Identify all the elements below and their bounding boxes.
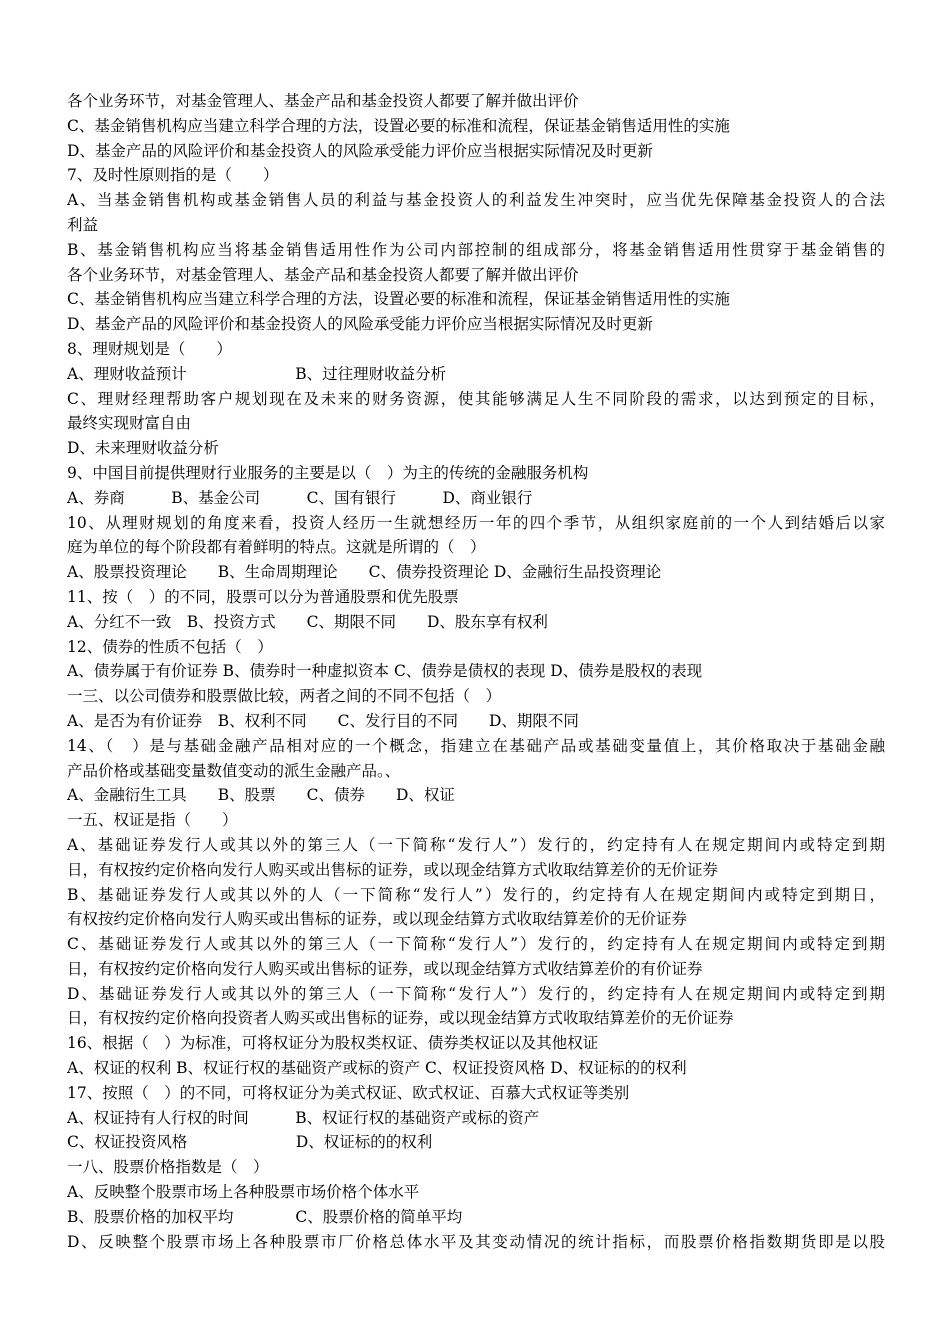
text-line: 各个业务环节，对基金管理人、基金产品和基金投资人都要了解并做出评价 (67, 92, 579, 110)
text-line: A、金融衍生工具 B、股票 C、债券 D、权证 (67, 786, 455, 805)
text-line: 产品价格或基础变量数值变动的派生金融产品。、 (67, 761, 401, 780)
text-line: D、基金产品的风险评价和基金投资人的风险承受能力评价应当根据实际情况及时更新 (67, 315, 653, 334)
text-line: 12、债券的性质不包括（ ） (67, 637, 273, 656)
text-line: A、分红不一致 B、投资方式 C、期限不同 D、股东享有权利 (67, 612, 548, 631)
text-line: 日，有权按约定价格向投资者人购买或出售标的证券，或以现金结算方式收取结算差价的无价证券 (67, 1009, 734, 1028)
text-line: 9、中国目前提供理财行业服务的主要是以（ ）为主的传统的金融服务机构 (67, 463, 589, 482)
text-line: 一八、股票价格指数是（ ） (67, 1158, 269, 1177)
text-line: C、权证投资风格 D、权证标的的权利 (67, 1133, 433, 1152)
text-line: 17、按照（ ）的不同，可将权证分为美式权证、欧式权证、百慕大式权证等类别 (67, 1083, 630, 1102)
text-line: 利益 (67, 215, 99, 234)
text-line: C、基金销售机构应当建立科学合理的方法，设置必要的标准和流程，保证基金销售适用性的实施 (67, 290, 730, 309)
text-line: B、股票价格的加权平均 C、股票价格的简单平均 (67, 1207, 463, 1226)
text-line: A、债券属于有价证券 B、债券时一种虚拟资本 C、债券是债权的表现 D、债券是股权的表现 (67, 662, 703, 681)
text-line: 一三、以公司债券和股票做比较，两者之间的不同不包括（ ） (67, 687, 502, 706)
text-line: D、未来理财收益分析 (67, 439, 219, 458)
document-body (67, 89, 885, 1254)
text-line: A、是否为有价证券 B、权利不同 C、发行目的不同 D、期限不同 (67, 711, 579, 730)
text-line: A、权证的权利 B、权证行权的基础资产或标的资产 C、权证投资风格 D、权证标的的权利 (67, 1059, 687, 1078)
text-line: B、基金销售机构应当将基金销售适用性作为公司内部控制的组成部分，将基金销售适用性贯穿于基金销售的 (67, 240, 885, 259)
text-line: 10、从理财规划的角度来看，投资人经历一生就想经历一年的四个季节，从组织家庭前的一个人到结婚后以家 (67, 513, 885, 532)
text-line: 7、及时性原则指的是（ ） (67, 166, 279, 185)
text-line: A、基础证券发行人或其以外的第三人（一下简称“发行人”）发行的，约定持有人在规定期间内或特定到期 (67, 835, 885, 854)
text-line: 一五、权证是指（ ） (67, 811, 238, 830)
text-line: D、基金产品的风险评价和基金投资人的风险承受能力评价应当根据实际情况及时更新 (67, 141, 653, 160)
text-line: A、反映整个股票市场上各种股票市场价格个体水平 (67, 1183, 420, 1202)
text-line: A、当基金销售机构或基金销售人员的利益与基金投资人的利益发生冲突时，应当优先保障基金投资人的合法 (67, 191, 885, 210)
text-line: 16、根据（ ）为标准，可将权证分为股权类权证、债券类权证以及其他权证 (67, 1034, 599, 1053)
text-line: 有权按约定价格向发行人购买或出售标的证券，或以现金结算方式收取结算差价的无价证券 (67, 910, 688, 929)
text-line: 14、（ ）是与基础金融产品相对应的一个概念，指建立在基础产品或基础变量值上，其价格取决于基础金融 (67, 736, 885, 755)
text-line: 11、按（ ）的不同，股票可以分为普通股票和优先股票 (67, 587, 459, 606)
text-line: B、基础证券发行人或其以外的人（一下简称“发行人”）发行的，约定持有人在规定期间内或特定到期日， (67, 885, 885, 904)
text-line: A、券商 B、基金公司 C、国有银行 D、商业银行 (67, 488, 533, 507)
text-line: A、理财收益预计 B、过往理财收益分析 (67, 364, 447, 383)
text-line: 日，有权按约定价格向发行人购买或出售标的证券，或以现金结算方式收取结算差价的无价证券 (67, 860, 719, 879)
text-line: A、权证持有人行权的时间 B、权证行权的基础资产或标的资产 (67, 1108, 540, 1127)
text-line: D、反映整个股票市场上各种股票市厂价格总体水平及其变动情况的统计指标，而股票价格指数期货即是以股 (67, 1232, 885, 1251)
text-line: 日，有权按约定价格向发行人购买或出售标的证券，或以现金结算方式收结算差价的有价证券 (67, 959, 703, 978)
text-line: 8、理财规划是（ ） (67, 339, 232, 358)
text-line: 各个业务环节，对基金管理人、基金产品和基金投资人都要了解并做出评价 (67, 265, 579, 284)
text-line: 最终实现财富自由 (67, 414, 192, 433)
text-line: C、基金销售机构应当建立科学合理的方法，设置必要的标准和流程，保证基金销售适用性的实施 (67, 116, 730, 135)
text-line: A、股票投资理论 B、生命周期理论 C、债券投资理论 D、金融衍生品投资理论 (67, 563, 662, 582)
text-line: D、基础证券发行人或其以外的第三人（一下简称“发行人”）发行的，约定持有人在规定期间内或特定到期 (67, 984, 885, 1003)
text-line: C、理财经理帮助客户规划现在及未来的财务资源，使其能够满足人生不同阶段的需求，以达到预定的目标， (67, 389, 885, 408)
text-line: 庭为单位的每个阶段都有着鲜明的特点。这就是所谓的（ ） (67, 538, 486, 557)
text-line: C、基础证券发行人或其以外的第三人（一下简称“发行人”）发行的，约定持有人在规定期间内或特定到期 (67, 935, 885, 954)
